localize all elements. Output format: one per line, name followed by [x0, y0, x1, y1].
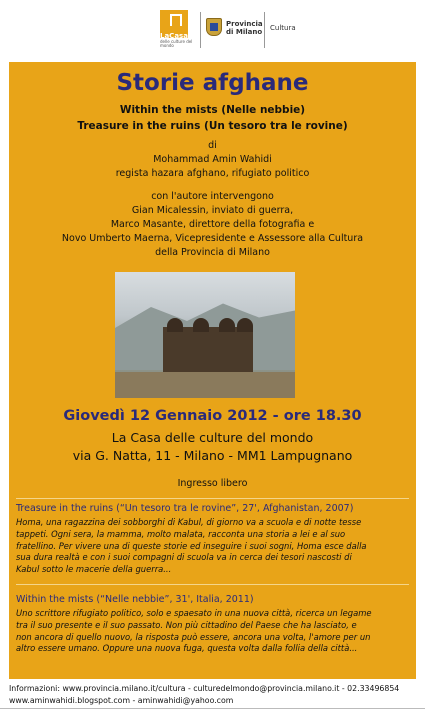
synopsis-line: tra il suo presente e il suo passato. Non più cittadino del Paese che ha lasciato, e [16, 619, 357, 630]
synopsis-line: fratellino. Per vivere una di queste storie ed inseguire i suoi sogni, Homa esce dalla [16, 540, 367, 551]
provincia-logo-text [226, 20, 263, 36]
ground-shape [115, 372, 295, 398]
synopsis-line: altro essere umano. Oppure una nuova fuga, questa volta dalla follia della città... [16, 643, 358, 654]
event-title: Storie afghane [116, 70, 309, 96]
synopsis-2-heading: Within the mists (“Nelle nebbie”, 31', Italia, 2011) [16, 594, 254, 605]
synopsis-1-heading: Treasure in the ruins (“Un tesoro tra le rovine”, 27', Afghanistan, 2007) [16, 503, 354, 514]
author-name: Mohammad Amin Wahidi [153, 154, 272, 165]
casa-logo-word: LaCasa [160, 32, 188, 40]
speaker-3: Novo Umberto Maerna, Vicepresidente e Assessore alla Cultura [61, 233, 364, 244]
event-date: Giovedì 12 Gennaio 2012 - ore 18.30 [63, 408, 362, 424]
divider [16, 584, 409, 585]
info-line-2: www.aminwahidi.blogspot.com - aminwahidi@yahoo.com [9, 696, 234, 705]
synopsis-line: Kabul sotto le macerie della guerra... [16, 564, 172, 575]
speaker-1: Gian Micalessin, inviato di guerra, [131, 205, 294, 216]
provincia-line1: Provincia [226, 20, 263, 28]
synopsis-line: tappeti. Ogni sera, la mamma, molto malata, racconta una storia a lei e al suo [16, 528, 346, 539]
casa-logo-sub: delle culture del mondo [160, 39, 193, 48]
venue-address: via G. Natta, 11 - Milano - MM1 Lampugnano [72, 448, 353, 463]
provincia-line2: di Milano [226, 28, 263, 36]
palace-building [163, 327, 253, 375]
synopsis-line: Homa, una ragazzina dei sobborghi di Kabul, di giorno va a scuola e di notte tesse [16, 517, 362, 527]
film-title-1: Within the mists (Nelle nebbie) [119, 104, 306, 116]
synopsis-2-body [16, 608, 412, 655]
event-panel [9, 62, 416, 679]
by-label: di [208, 140, 217, 151]
speaker-2: Marco Masante, direttore della fotografia e [110, 219, 315, 230]
dome-shape [167, 318, 183, 332]
synopsis-line: sua dura realtà e con i suoi compagni di scuola va in cerca dei tesori nascosti di [16, 552, 352, 563]
header [0, 0, 425, 58]
dome-shape [237, 318, 253, 332]
synopsis-line: non ancora di quello nuovo, la risposta può essere, ancora una volta, l'amore per un [16, 631, 371, 642]
casa-culture-logo [160, 10, 194, 50]
speaker-4: della Provincia di Milano [155, 247, 270, 258]
divider [16, 498, 409, 499]
dome-shape [193, 318, 209, 332]
cultura-label: Cultura [270, 24, 296, 32]
dome-shape [219, 318, 235, 332]
author-role: regista hazara afghano, rifugiato politico [115, 168, 310, 179]
venue-name: La Casa delle culture del mondo [111, 430, 314, 445]
film-title-2: Treasure in the ruins (Un tesoro tra le rovine) [77, 120, 348, 132]
speakers-intro: con l'autore intervengono [151, 191, 274, 202]
info-line-1: Informazioni: www.provincia.milano.it/cultura - culturedelmondo@provincia.milano.it - 02.33496854 [9, 684, 400, 693]
provincia-logo [200, 12, 300, 48]
entry-label: Ingresso libero [177, 478, 248, 489]
divider [200, 12, 201, 48]
crest-icon [206, 18, 222, 36]
ruined-palace-photo [115, 272, 295, 398]
synopsis-line: Uno scrittore rifugiato politico, solo e spaesato in una nuova città, ricerca un legame [16, 608, 372, 618]
synopsis-1-body [16, 517, 412, 576]
divider [264, 12, 265, 48]
